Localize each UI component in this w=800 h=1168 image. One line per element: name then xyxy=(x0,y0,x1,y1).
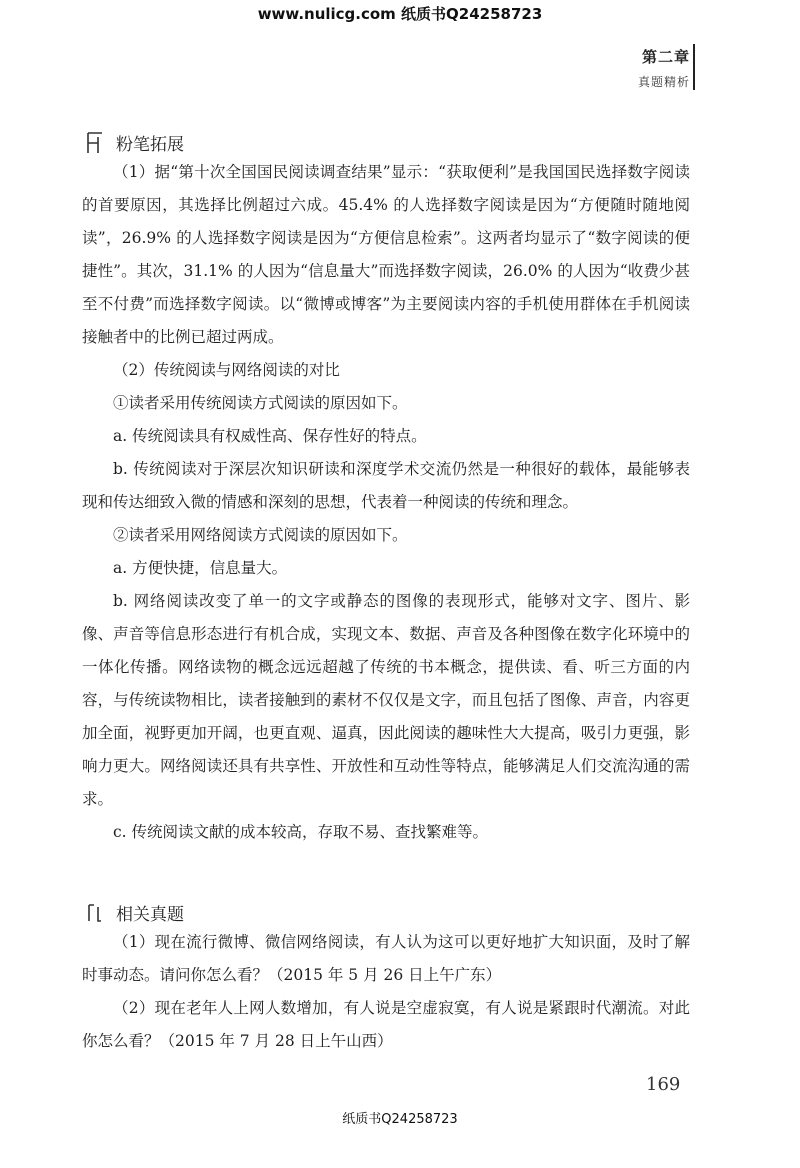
chapter-title: 第二章 xyxy=(641,48,690,66)
paragraph: ②读者采用网络阅读方式阅读的原因如下。 xyxy=(113,526,408,544)
chapter-divider xyxy=(693,44,695,90)
bookmark-icon xyxy=(86,131,104,155)
paragraph: （2）现在老年人上网人数增加，有人说是空虚寂寞，有人说是紧跟时代潮流。对此你怎么看？（2015 年 7 月 28 日上午山西） xyxy=(82,999,690,1050)
footer-watermark: 纸质书Q24258723 xyxy=(342,1112,458,1127)
page-number: 169 xyxy=(646,1074,681,1095)
section-title: 粉笔拓展 xyxy=(116,135,184,155)
section-heading-extension xyxy=(86,130,184,155)
paragraph: a. 传统阅读具有权威性高、保存性好的特点。 xyxy=(113,427,427,445)
section-heading-related xyxy=(86,900,184,925)
paragraph: （1）据“第十次全国国民阅读调查结果”显示：“获取便利”是我国国民选择数字阅读的首要原因，其选择比例超过六成。45.4% 的人选择数字阅读是因为“方便随时随地阅读”，26.9% 的人选择数字阅读是因为“方便信息检索”。这两者均显示了“数字阅读的便捷性”。其次，31.1% 的人因为“信息量大”而选择数字阅读，26.0% 的人因为“收费少甚至不付费”而选择数字阅读。以“微博或博客”为主要阅读内容的手机使用群体在手机阅读接触者中的比例已超过两成。 xyxy=(82,163,690,346)
bookmark-icon xyxy=(86,901,104,925)
paragraph: b. 网络阅读改变了单一的文字或静态的图像的表现形式，能够对文字、图片、影像、声音等信息形态进行有机合成，实现文本、数据、声音及各种图像在数字化环境中的一体化传播。网络读物的概念远远超越了传统的书本概念，提供读、看、听三方面的内容，与传统读物相比，读者接触到的素材不仅仅是文字，而且包括了图像、声音，内容更加全面，视野更加开阔，也更直观、逼真，因此阅读的趣味性大大提高，吸引力更强，影响力更大。网络阅读还具有共享性、开放性和互动性等特点，能够满足人们交流沟通的需求。 xyxy=(82,592,690,808)
section-body-related xyxy=(82,926,690,1058)
header-watermark: www.nulicg.com 纸质书Q24258723 xyxy=(257,5,543,23)
paragraph: c. 传统阅读文献的成本较高，存取不易、查找繁难等。 xyxy=(113,823,489,841)
paragraph: a. 方便快捷，信息量大。 xyxy=(113,559,288,577)
chapter-subtitle: 真题精析 xyxy=(637,75,690,89)
paragraph: b. 传统阅读对于深层次知识研读和深度学术交流仍然是一种很好的载体，最能够表现和传达细致入微的情感和深刻的思想，代表着一种阅读的传统和理念。 xyxy=(82,460,690,511)
chapter-block xyxy=(638,46,690,90)
paragraph: （1）现在流行微博、微信网络阅读，有人认为这可以更好地扩大知识面，及时了解时事动态。请问你怎么看？（2015 年 5 月 26 日上午广东） xyxy=(82,933,690,984)
section-body-extension xyxy=(82,156,690,849)
section-title: 相关真题 xyxy=(116,905,184,925)
paragraph: （2）传统阅读与网络阅读的对比 xyxy=(113,361,340,379)
paragraph: ①读者采用传统阅读方式阅读的原因如下。 xyxy=(113,394,408,412)
